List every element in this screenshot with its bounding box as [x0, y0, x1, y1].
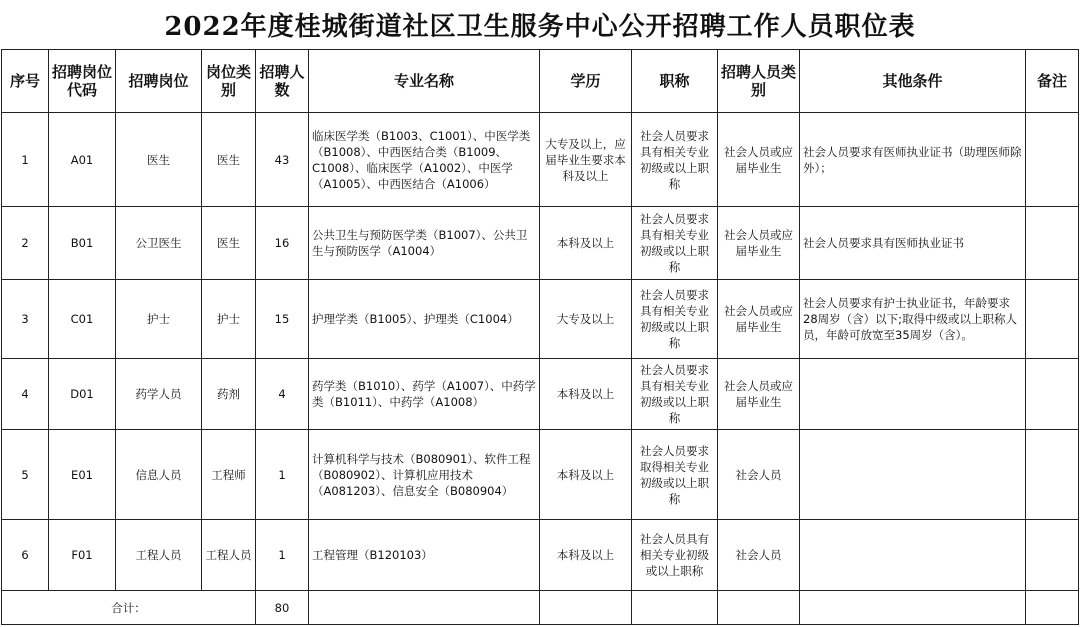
cell-title: 社会人员要求取得相关专业初级或以上职称: [632, 430, 718, 520]
header-remarks: 备注: [1026, 50, 1079, 113]
cell-major: 计算机科学与技术（B080901）、软件工程（B080902）、计算机应用技术（A081203）、信息安全（B080904）: [309, 430, 540, 520]
cell-applicant-type: 社会人员或应届毕业生: [718, 359, 800, 430]
cell-conditions: 社会人员要求具有医师执业证书: [800, 207, 1026, 280]
cell-count: 1: [256, 430, 309, 520]
cell-category: 工程师: [202, 430, 256, 520]
table-row: [2, 520, 1079, 591]
cell-applicant-type: 社会人员: [718, 520, 800, 591]
cell-education: 本科及以上: [540, 430, 632, 520]
cell-remarks: [1026, 113, 1079, 207]
cell-position: 工程人员: [116, 520, 202, 591]
table-row: [2, 280, 1079, 359]
cell-remarks: [1026, 207, 1079, 280]
cell-title: 社会人员要求具有相关专业初级或以上职称: [632, 113, 718, 207]
cell-conditions: 社会人员要求有医师执业证书（助理医师除外）；: [800, 113, 1026, 207]
cell-count: 16: [256, 207, 309, 280]
header-row: [2, 50, 1079, 113]
cell-remarks: [1026, 520, 1079, 591]
header-code: 招聘岗位代码: [49, 50, 116, 113]
cell-major: 药学类（B1010）、药学（A1007）、中药学类（B1011）、中药学（A1008）: [309, 359, 540, 430]
cell-applicant-type: 社会人员或应届毕业生: [718, 207, 800, 280]
cell-category: 药剂: [202, 359, 256, 430]
header-position: 招聘岗位: [116, 50, 202, 113]
cell-position: 公卫医生: [116, 207, 202, 280]
total-row: [2, 591, 1079, 625]
cell-education: 大专及以上: [540, 280, 632, 359]
cell-count: 1: [256, 520, 309, 591]
cell-education: 本科及以上: [540, 207, 632, 280]
cell-category: 医生: [202, 113, 256, 207]
cell-seq: 3: [2, 280, 49, 359]
cell-code: E01: [49, 430, 116, 520]
cell-major: 公共卫生与预防医学类（B1007）、公共卫生与预防医学（A1004）: [309, 207, 540, 280]
header-major: 专业名称: [309, 50, 540, 113]
cell-code: C01: [49, 280, 116, 359]
cell-count: 4: [256, 359, 309, 430]
cell-code: A01: [49, 113, 116, 207]
cell-code: F01: [49, 520, 116, 591]
cell-position: 信息人员: [116, 430, 202, 520]
cell-title: 社会人员要求具有相关专业初级或以上职称: [632, 280, 718, 359]
cell-seq: 1: [2, 113, 49, 207]
cell-code: B01: [49, 207, 116, 280]
cell-education: 大专及以上，应届毕业生要求本科及以上: [540, 113, 632, 207]
cell-major: 护理学类（B1005）、护理类（C1004）: [309, 280, 540, 359]
cell-category: 医生: [202, 207, 256, 280]
cell-conditions: [800, 359, 1026, 430]
header-education: 学历: [540, 50, 632, 113]
cell-position: 药学人员: [116, 359, 202, 430]
cell-seq: 4: [2, 359, 49, 430]
header-category: 岗位类别: [202, 50, 256, 113]
cell-conditions: [800, 430, 1026, 520]
cell-seq: 2: [2, 207, 49, 280]
cell-position: 医生: [116, 113, 202, 207]
table-row: [2, 359, 1079, 430]
cell-title: 社会人员要求具有相关专业初级或以上职称: [632, 359, 718, 430]
cell-count: 43: [256, 113, 309, 207]
table-row: [2, 430, 1079, 520]
page-title: 2022年度桂城街道社区卫生服务中心公开招聘工作人员职位表: [164, 12, 916, 42]
cell-remarks: [1026, 430, 1079, 520]
header-conditions: 其他条件: [800, 50, 1026, 113]
total-empty: [800, 591, 1026, 625]
cell-applicant-type: 社会人员: [718, 430, 800, 520]
cell-category: 工程人员: [202, 520, 256, 591]
job-positions-table: [1, 49, 1079, 625]
cell-education: 本科及以上: [540, 359, 632, 430]
total-empty: [540, 591, 632, 625]
total-empty: [632, 591, 718, 625]
cell-conditions: 社会人员要求有护士执业证书，年龄要求28周岁（含）以下;取得中级或以上职称人员，年龄可放宽至35周岁（含）。: [800, 280, 1026, 359]
cell-category: 护士: [202, 280, 256, 359]
cell-conditions: [800, 520, 1026, 591]
cell-seq: 5: [2, 430, 49, 520]
cell-remarks: [1026, 359, 1079, 430]
total-label: 合计：: [2, 591, 256, 625]
cell-major: 工程管理（B120103）: [309, 520, 540, 591]
cell-education: 本科及以上: [540, 520, 632, 591]
cell-count: 15: [256, 280, 309, 359]
cell-title: 社会人员具有相关专业初级或以上职称: [632, 520, 718, 591]
header-count: 招聘人数: [256, 50, 309, 113]
total-empty: [309, 591, 540, 625]
header-title: 职称: [632, 50, 718, 113]
total-empty: [718, 591, 800, 625]
cell-code: D01: [49, 359, 116, 430]
cell-remarks: [1026, 280, 1079, 359]
cell-position: 护士: [116, 280, 202, 359]
table-row: [2, 207, 1079, 280]
header-seq: 序号: [2, 50, 49, 113]
cell-seq: 6: [2, 520, 49, 591]
cell-title: 社会人员要求具有相关专业初级或以上职称: [632, 207, 718, 280]
cell-major: 临床医学类（B1003、C1001）、中医学类（B1008）、中西医结合类（B1009、C1008）、临床医学（A1002）、中医学（A1005）、中西医结合（A1006）: [309, 113, 540, 207]
total-count: 80: [256, 591, 309, 625]
table-row: [2, 113, 1079, 207]
cell-applicant-type: 社会人员或应届毕业生: [718, 113, 800, 207]
total-empty: [1026, 591, 1079, 625]
cell-applicant-type: 社会人员或应届毕业生: [718, 280, 800, 359]
header-applicant-type: 招聘人员类别: [718, 50, 800, 113]
